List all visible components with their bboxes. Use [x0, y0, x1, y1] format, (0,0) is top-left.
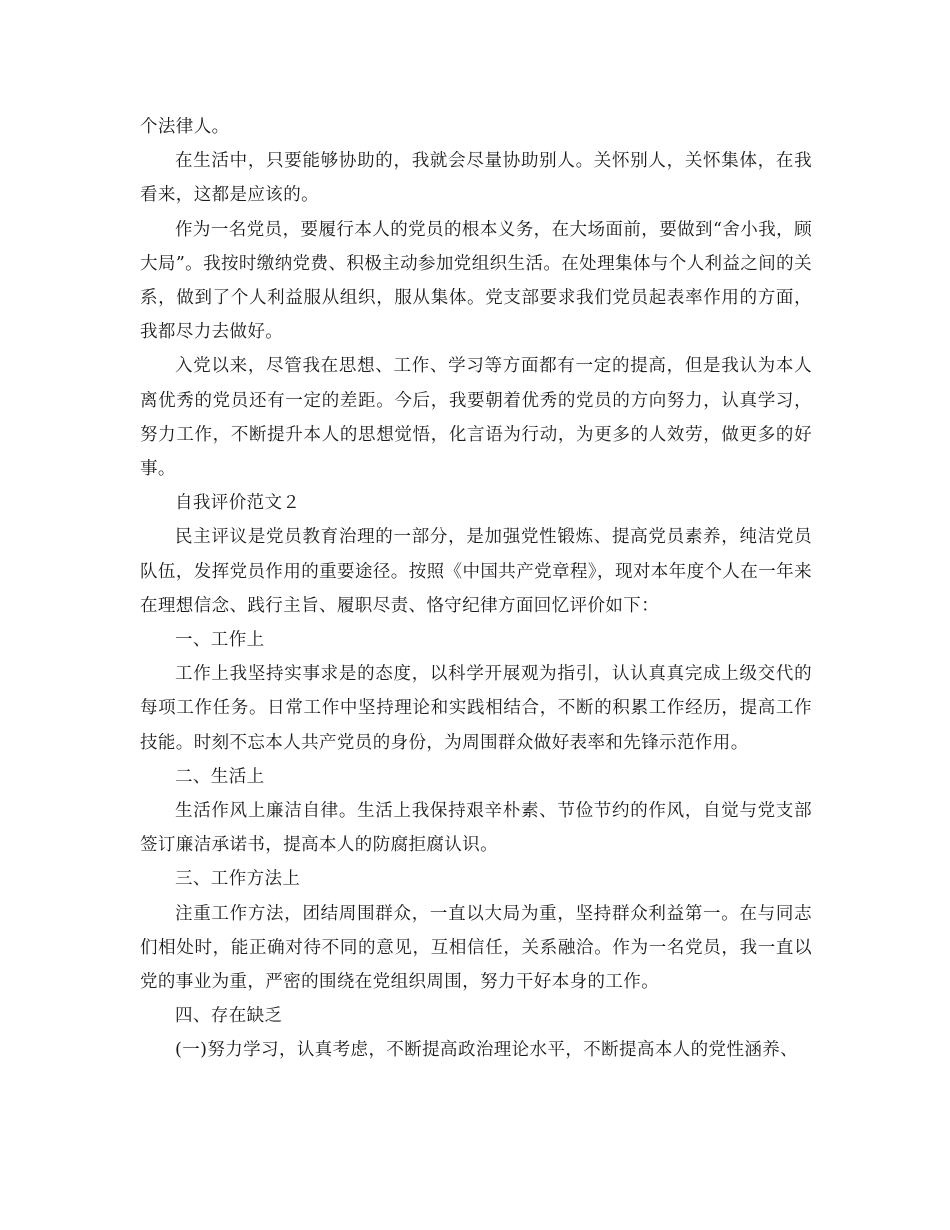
paragraph: 生活作风上廉洁自律。生活上我保持艰辛朴素、节俭节约的作风，自觉与党支部签订廉洁承诺书，提高本人的防腐拒腐认识。	[140, 801, 812, 856]
section-heading: 四、存在缺乏	[175, 1006, 283, 1027]
section-heading: 自我评价范文２	[175, 493, 301, 514]
paragraph: 入党以来，尽管我在思想、工作、学习等方面都有一定的提高，但是我认为本人离优秀的党员还有一定的差距。今后，我要朝着优秀的党员的方向努力，认真学习，努力工作，不断提升本人的思想觉悟，化言语为行动，为更多的人效劳，做更多的好事。	[140, 356, 812, 480]
paragraph: 注重工作方法，团结周围群众，一直以大局为重，坚持群众利益第一。在与同志们相处时，能正确对待不同的意见，互相信任，关系融洽。作为一名党员，我一直以党的事业为重，严密的围绕在党组织周围，努力干好本身的工作。	[140, 903, 812, 993]
document-body	[140, 110, 812, 1068]
paragraph: 作为一名党员，要履行本人的党员的根本义务，在大场面前，要做到“舍小我，顾大局”。我按时缴纳党费、积极主动参加党组织生活。在处理集体与个人利益之间的关系，做到了个人利益服从组织，服从集体。党支部要求我们党员起表率作用的方面，我都尽力去做好。	[140, 219, 812, 343]
section-heading: 二、生活上	[175, 766, 265, 787]
paragraph: (一)努力学习，认真考虑，不断提高政治理论水平，不断提高本人的党性涵养、	[175, 1040, 799, 1061]
paragraph: 个法律人。	[140, 117, 230, 137]
section-heading: 一、工作上	[175, 630, 265, 651]
section-heading: 三、工作方法上	[175, 869, 301, 890]
paragraph: 工作上我坚持实事求是的态度，以科学开展观为指引，认认真真完成上级交代的每项工作任务。日常工作中坚持理论和实践相结合，不断的积累工作经历，提高工作技能。时刻不忘本人共产党员的身份，为周围群众做好表率和先锋示范作用。	[140, 664, 812, 753]
paragraph: 民主评议是党员教育治理的一部分，是加强党性锻炼、提高党员素养，纯洁党员队伍，发挥党员作用的重要途径。按照《中国共产党章程》，现对本年度个人在一年来在理想信念、践行主旨、履职尽责、恪守纪律方面回忆评价如下：	[140, 527, 812, 616]
paragraph: 在生活中，只要能够协助的，我就会尽量协助别人。关怀别人，关怀集体，在我看来，这都是应该的。	[140, 151, 812, 206]
